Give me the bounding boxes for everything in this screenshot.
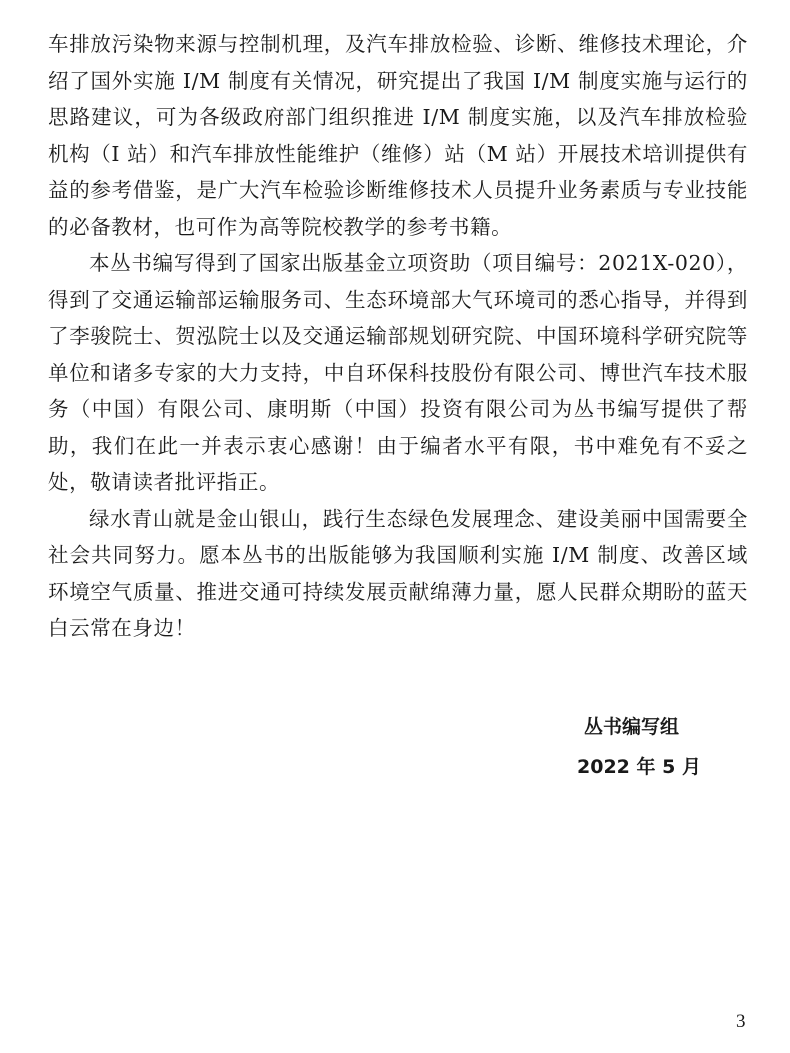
paragraph-continuation: 车排放污染物来源与控制机理，及汽车排放检验、诊断、维修技术理论，介绍了国外实施 I/M 制度有关情况，研究提出了我国 I/M 制度实施与运行的思路建议，可为各级政府部门组织推进 I/M 制度实施，以及汽车排放检验机构（I 站）和汽车排放性能维护（维修）站（M 站）开展技术培训提供有益的参考借鉴，是广大汽车检验诊断维修技术人员提升业务素质与专业技能的必备教材，也可作为高等院校教学的参考书籍。 <box>48 32 748 239</box>
paragraph-acknowledgements: 本丛书编写得到了国家出版基金立项资助（项目编号：2021X-020），得到了交通运输部运输服务司、生态环境部大气环境司的悉心指导，并得到了李骏院士、贺泓院士以及交通运输部规划研究院、中国环境科学研究院等单位和诸多专家的大力支持，中自环保科技股份有限公司、博世汽车技术服务（中国）有限公司、康明斯（中国）投资有限公司为丛书编写提供了帮助，我们在此一并表示衷心感谢！由于编者水平有限，书中难免有不妥之处，敬请读者批评指正。 <box>48 251 748 494</box>
signature-block <box>540 707 740 787</box>
page-number: 3 <box>736 1011 746 1032</box>
signature-organization: 丛书编写组 <box>584 716 680 738</box>
paragraph-closing: 绿水青山就是金山银山，践行生态绿色发展理念、建设美丽中国需要全社会共同努力。愿本丛书的出版能够为我国顺利实施 I/M 制度、改善区域环境空气质量、推进交通可持续发展贡献绵薄力量，愿人民群众期盼的蓝天白云常在身边！ <box>48 506 748 640</box>
body-text <box>48 26 748 647</box>
signature-date: 2022 年 5 月 <box>577 756 701 778</box>
